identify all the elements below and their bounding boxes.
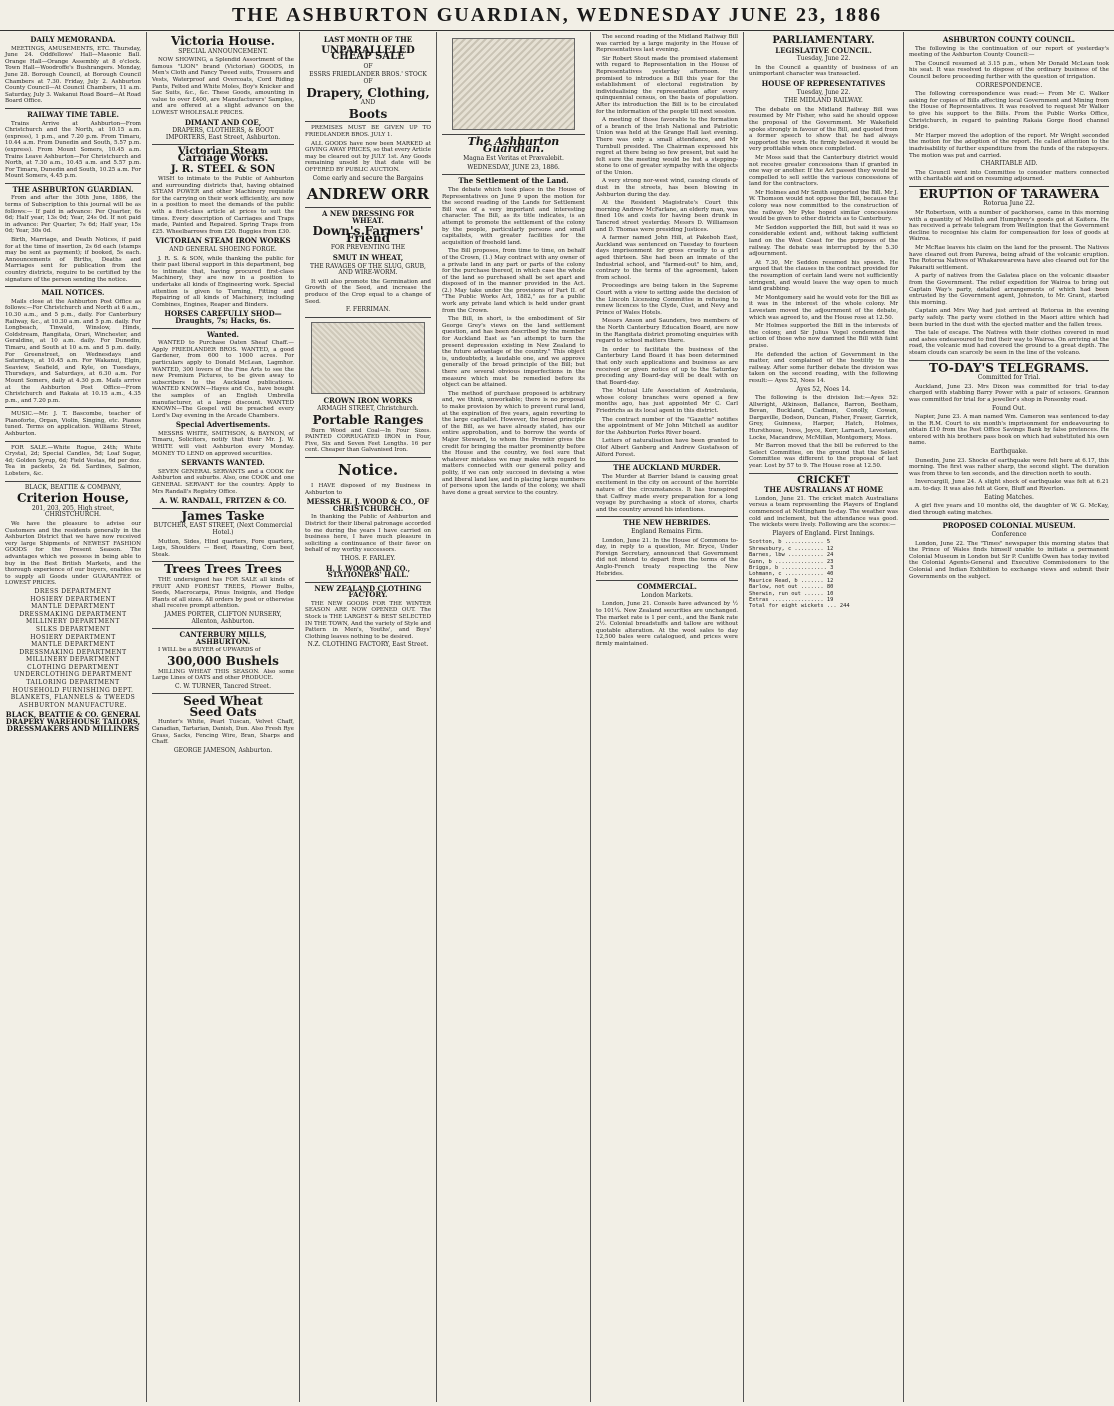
- music-ad: MUSIC.—Mr. J. T. Bascombe, teacher of Pianoforte, Organ, Violin, Singing, etc. Pianos tuned. Terms on application. Williams Street, Ashburton.: [5, 411, 141, 438]
- department-item: UNDERCLOTHING DEPARTMENT: [13, 671, 133, 679]
- bottle-engraving: [452, 38, 575, 130]
- score-row: Maurice Read, b ....... 12: [749, 577, 834, 584]
- department-item: HOUSEHOLD FURNISHING DEPT.: [12, 686, 134, 694]
- parl-p10: Mr Barron moved that the bill be referred to the Select Committee, on the ground that the Select Committee was different to the proposal of last year. Lost by 57 to 9. The House rose at 12.50.: [749, 443, 898, 470]
- correspondence-sub: CORRESPONDENCE.: [975, 81, 1043, 89]
- cricket-text: London, June 21. The cricket match Australians versus a team representing the Players of England commenced at Nottingham to-day. The weather was cold and inclement, but the attendance was good. The wickets were lively. Following are the scores:—: [749, 495, 898, 529]
- steel-text: WISH to intimate to the Public of Ashburton and surrounding districts that, having obtained STEAM POWER and other Machinery requisite for the carrying on their work efficiently, are now in a position to meet the demands of the public with a first-class article at prices to suit the times. Every description of Carriages and Traps made, Painted and Repaired. Spring Traps from £25. Wheelbarrows from £20. Buggies from £30.: [152, 176, 294, 235]
- score-row: Barlow, not out ....... 80: [749, 584, 834, 591]
- news-p7: Proceedings are being taken in the Supreme Court with a view to setting aside the decision of the Lincoln Licensing Committee in refusing to renew licences to the Clyde, Cust, and Nevy and Prince of Wales Hotels.: [596, 283, 738, 316]
- department-item: MILLINERY DEPARTMENT: [26, 618, 120, 626]
- score-row: Briggs, b .............. 3: [749, 565, 834, 571]
- editorial-p4: The method of purchase proposed is arbitrary and, we think, unworkable; there is no proposal to make provision by which to prevent rural land, at the expiration of five years, again reverting to the large capitalist. However, the broad principle of the Bill, as we have already stated, has our entire approbation, and to borrow the words of Major Steward, to whom the Premier gives the credit for bringing the matter prominently before the House and the country, we feel sure that whatever mistakes we may make with regard to matters connected with our general policy and polity, if we can only succeed in devising a wise and liberal land law, and in placing large numbers of persons upon the lands of the colony, we shall have done a great service to the country.: [442, 390, 585, 496]
- players-heading: Players of England. First Innings.: [772, 529, 875, 537]
- clothing-factory-heading: NEW ZEALAND CLOTHING FACTORY.: [314, 583, 422, 600]
- hebrides-text: London, June 21. In the House of Commons to-day, in reply to a question, Mr. Bryce, Under Foreign Secretary, announced that Government did not intend to depart from the terms of the Anglo-French treaty respecting the New Hebrides.: [596, 537, 738, 577]
- downs-heading: Down's Farmers' Friend: [312, 224, 424, 245]
- earthquake-sub: Earthquake.: [990, 448, 1028, 456]
- mail-text: Mails close at the Ashburton Post Office as follows:—For Christchurch and North at 6 a.m., 10.30 a.m., and 5 p.m., daily. For Canterbury Railway, &c., at 10.30 a.m. and 5 p.m. daily. For Longbeach, Tinwald, Winslow, Hinds, Coldstream, Rangitata, Orari, Winchester, and Geraldine, at 10 a.m. daily. For Dunedin, Timaru, and South at 10 a.m. and 5 p.m. daily. For Greenstreet, on Wednesdays and Saturdays, at 10.45 a.m. For Wakanui, Elgin, Seaview, Seafield, and Kyle, on Tuesdays, Thursdays, and Saturdays, at 6.30 a.m. For Mount Somers, daily at 4.30 p.m. Mails arrive at the Ashburton Post Office—From Christchurch and Rakaia at 10.15 a.m., 4.35 p.m., and 7.20 p.m.: [5, 298, 141, 404]
- friedlander-name: ESSRS FRIEDLANDER BROS.' STOCK OF: [309, 71, 427, 85]
- dimant-name: DIMANT AND COE,: [184, 117, 262, 127]
- cricket-heading: CRICKET: [797, 474, 850, 486]
- news-p2: Sir Robert Stout made the promised statement with regard to Representation in the House of Representatives yesterday afternoon. He promised to introduce a Bill this year for the establishment of electoral registration by individualising the representation after every quinquennial census, on the basis of population. After its introduction the Bill is to be circulated for the information of the people till next session.: [596, 55, 738, 115]
- department-item: BLANKETS, FLANNELS & TWEEDS: [10, 694, 136, 702]
- horses-line: HORSES CAREFULLY SHOD—Draughts, 7s; Hacks, 6s.: [164, 309, 282, 325]
- legislative-heading: LEGISLATIVE COUNCIL.: [775, 45, 872, 55]
- dimant-sub: DRAPERS, CLOTHIERS, & BOOT IMPORTERS, East Street, Ashburton.: [165, 127, 281, 141]
- parl-p8: He defended the action of Government in the matter, and complained of the hostility to the railway. After some further debate the division was taken on the second reading, with the following result:— Ayes 52, Noes 14.: [749, 351, 898, 384]
- score-row: Barnes, lbw ........... 24: [749, 552, 834, 559]
- dressing-heading: A NEW DRESSING FOR WHEAT.: [321, 209, 415, 225]
- notice-heading: Notice.: [337, 460, 399, 479]
- department-item: ASHBURTON MANUFACTURE.: [19, 701, 127, 709]
- score-row: Gunn, b ............... 23: [749, 558, 834, 565]
- sale-of: OF: [363, 62, 373, 70]
- score-row: Lohmann, c ............ 40: [749, 571, 834, 578]
- eruption-p9: Captain and Mrs Way had just arrived at Rotorua in the evening party safely. The party were clothed in the Maori attire which had been buried in the dust with the ejected matter and the fallen trees.: [909, 308, 1109, 328]
- bbc-footer: BLACK, BEATTIE & CO. GENERAL DRAPERY WAREHOUSE TAILORS, DRESSMAKERS AND MILLINERS: [5, 710, 141, 733]
- criterion-heading: Criterion House,: [16, 491, 130, 506]
- parl-p4: Mr Seddon supported the Bill, but said it was so considerable extent and, without taking sufficient land on the West Coast for the purposes of the railway. The debate was interrupted by the 5.30 adjournment.: [749, 224, 898, 258]
- iron-sub: AND GENERAL SHOEING FORGE.: [169, 246, 277, 254]
- masthead: THE ASHBURTON GUARDIAN, WEDNESDAY JUNE 23, 1886: [0, 0, 1114, 31]
- victoria-sub: SPECIAL ANNOUNCEMENT.: [178, 47, 268, 55]
- telegram-p12: Napier, June 23. A man named Wm. Cameron was sentenced to-day in the R.M. Court to six month's imprisonment for endeavouring to obtain £10 from the Post Office Savings Bank by false pretences. He entered with his brothers pass book on which had substituted his own name.: [909, 414, 1109, 447]
- department-item: MANTLE DEPARTMENT: [31, 603, 115, 611]
- meat-list: Mutton, Sides, Hind quarters, Fore quarters, Legs, Shoulders — Beef, Roasting, Corn beef, Steak.: [152, 538, 294, 558]
- steel-name: J. R. STEEL & SON: [170, 163, 276, 175]
- found-sub: Found Out.: [991, 404, 1027, 412]
- telegram-p16: London, June 22. The "Times" newspaper this morning states that the Prince of Wales finds himself unable to initiate a permanent Colonial Museum in London but Sir P. Cunliffe Owen has today invited the Colonial Agents-General and Executive Commissioners to the Colonial and Indian Exhibition to exchange views and submit their Governments on the subject.: [909, 540, 1109, 580]
- ferriman-signature: F. FERRIMAN.: [345, 306, 391, 314]
- eating-sub: Eating Matches.: [984, 493, 1034, 501]
- trees-signature: JAMES PORTER, CLIFTON NURSERY, Allenton, Ashburton.: [164, 610, 282, 625]
- wood-name: MESSRS H. J. WOOD & CO., OF CHRISTCHURCH.: [306, 497, 430, 513]
- downs-text: It will also promote the Germination and Growth of the Seed, and increase the produce of the Crop equal to a change of Seed.: [305, 278, 431, 305]
- eruption-p8: A party of natives from the Galatea place on the volcanic disaster from the Government. The relief expedition for Wairoa to bring out Captain Way's party, detailed arrangements of which had been entrusted by the Government agent, Johnston, to Mr. Grant, started this morning.: [909, 273, 1109, 306]
- mills-heading: CANTERBURY MILLS, ASHBURTON.: [179, 630, 267, 646]
- notice-text-2: In thanking the Public of Ashburton and District for their liberal patronage accorded to me during the years I have carried on business here, I have much pleasure in soliciting a continuance of their favor on behalf of my worthy successors.: [305, 514, 431, 554]
- eruption-heading: ERUPTION OF TARAWERA: [918, 186, 1100, 201]
- commercial-heading: COMMERCIAL.: [637, 582, 697, 592]
- seed-wheat-heading: Seed Wheat: [183, 694, 263, 709]
- column-7: [904, 32, 1114, 1402]
- bushels-heading: 300,000 Bushels: [167, 653, 279, 668]
- county-p3: The following correspondence was read:— From Mr C. Walker asking for copies of Bills affecting local Government and Mining from the House of Representatives. It was resolved to request Mr Walker to give his support to the Bills. From the Public Works Office, Christchurch, in regard to painting Rakaia Gorge flood channel bridge.: [909, 91, 1109, 131]
- column-4: [437, 32, 591, 1402]
- victoria-text: NOW SHOWING, a Splendid Assortment of the famous "LION" brand (Victorian) GOODS, in Men's Cloth and Fancy Tweed suits, Trousers and Vests, Waterproof and Overcoats, Cord Riding Pants, Felted and White Moles, Boy's Knicker and Sac Suits, &c., &c. These Goods, amounting in value to over £400, are Manufacturers' Samples, and are offered at a slight advance on the LOWEST WHOLESALE PRICES.: [152, 57, 294, 116]
- news-p9: In order to facilitate the business of the Canterbury Land Board it has been determined that only such applications and business as are received or given notice of up to the Saturday preceding any Board-day will be dealt with on that Board-day.: [596, 346, 738, 386]
- department-item: DRESS DEPARTMENT: [34, 587, 112, 595]
- column-6: [744, 32, 904, 1402]
- conference-sub: Conference: [991, 531, 1027, 538]
- murder-text: The Murder at Barrier Island is causing great excitement in the city on account of the horrible nature of the circumstances. It has transpired that Caffrey made every preparation for a long voyage by purchasing a stock of stores, charts and the country around his intentions.: [596, 473, 738, 513]
- crown-heading: CROWN IRON WORKS: [323, 395, 413, 405]
- criterion-address: 201, 203, 205, High street, CHRISTCHURCH.: [31, 504, 115, 519]
- news-p11: The contract number of the "Gazette" notifies the appointment of Mr John Mitchell as auditor for the Ashburton Forks River board.: [596, 416, 738, 436]
- ravages-line: THE RAVAGES OF THE SLUG, GRUB, AND WIRE-WORM.: [310, 262, 426, 277]
- stove-engraving: [311, 322, 425, 394]
- special-heading: Special Advertisements.: [175, 420, 271, 430]
- iron-text: J. R. S. & SON, while thanking the public for their past liberal support in this department, beg to intimate that, having procured first-class Machinery, they are now in a position to undertake all kinds of Engineering work. Special attention is given to Turning, Fitting and Repairing of all kinds of Machinery, including Combines, Engines, Reaper and Binders.: [152, 255, 294, 308]
- steam-heading: Victorian Steam Carriage Works.: [177, 146, 269, 164]
- score-row: Sherwin, run out ...... 10: [749, 590, 834, 597]
- score-total: Total for eight wickets ... 244: [749, 603, 850, 610]
- clothing-factory-footer: N.Z. CLOTHING FACTORY, East Street.: [307, 641, 429, 649]
- parl-p9: The following is the division list:—Ayes 52: Allwright, Atkinson, Ballance, Barron, Beetham, Bevan, Buckland, Cadman, Conolly, Cowan, Dargaville, Dodson, Duncan, Fisher, Fraser, Garrick, Grey, Guinness, Harper, Hatch, Holmes, Hursthouse, Ivess, Joyce, Kerr, Larnach, Levestam, Locke, Macandrew, McMillan, Montgomery, Moss.: [749, 395, 898, 441]
- parl-p5: At 7.30, Mr Seddon resumed his speech. He argued that the clauses in the contract provided for the resumption of certain land were not sufficiently stringent, and would leave the way open to much land grabbing.: [749, 259, 898, 293]
- special-text: MESSRS WHITE, SMITHSON, & BAYNON, of Timaru, Solicitors, notify that their Mr. J. W. WHITE will visit Ashburton every Monday. MONEY TO LEND on approved securities.: [152, 430, 294, 457]
- news-p10: The Mutual Life Association of Australasia, whose colony branches were opened a few months ago, has just appointed Mr C. Carl Friedrichs as its local agent in this district.: [596, 388, 738, 415]
- museum-heading: PROPOSED COLONIAL MUSEUM.: [942, 521, 1076, 531]
- notices-text: Birth, Marriage, and Death Notices, if paid for at the time of insertion, 2s 6d each (stamps may be sent as payment); if booked, 5s each. Announcements of Births, Deaths and Marriages sent for publication from the country districts, require to be certified by the signature of the person sending the notice.: [5, 237, 141, 283]
- news-p12: Letters of naturalisation have been granted to Olof Albert Ganberg and Andrew Gustafsson of Alford Forest.: [596, 438, 738, 458]
- eruption-p6: Mr Robertson, with a number of packhorses, came in this morning with a quantity of Mellish and Humphrey's goods got at Kaitera. He has received a private telegram from Wellington that the Government decline to recognise his claim for compensation for loss of goods at Wairoa.: [909, 210, 1109, 243]
- news-p4: A very strong nor-west wind, causing clouds of dust in the streets, has been blowing in Ashburton during the day.: [596, 178, 738, 198]
- score-row: Extras ................ 19: [749, 597, 834, 604]
- column-2: [147, 32, 300, 1402]
- trees-heading: Trees Trees Trees: [164, 562, 282, 577]
- editorial-date: WEDNESDAY, JUNE 23, 1886.: [467, 163, 560, 171]
- cricket-sub: THE AUSTRALIANS AT HOME: [764, 485, 883, 495]
- trees-text: THE undersigned has FOR SALE all kinds of FRUIT AND FOREST TREES, Flower Bulbs, Seeds, Macrocarpa, Pinus Insignis, and Hedge Plants of all sizes. All orders by post or otherwise shall receive prompt attention.: [152, 576, 294, 610]
- eruption-p7: Mr McRae leaves his claim on the land for the present. The Natives have cleared out from Parewa, being afraid of the volcanic eruption. The Rotorua Natives of Whakarewarewa have also cleared out for the Pakaraiti settlement.: [909, 245, 1109, 271]
- parl-p7: Mr Holmes supported the Bill in the interests of the colony, and Sir Julius Vogel condemned the action of those who now damned the Bill with faint praise.: [749, 323, 898, 349]
- guardian-title: The Ashburton Guardian.: [467, 135, 560, 155]
- murder-heading: THE AUCKLAND MURDER.: [613, 463, 721, 473]
- telegram-p14: Invercargill, June 24. A slight shock of earthquake was felt at 6.21 a.m. to-day. It was also felt at Gore, Bluff and Riverton.: [909, 479, 1109, 493]
- editorial-p2: The Bill proposes, from time to time, on behalf of the Crown, (1.) May contract with any owner of a private land in any part or parts of the colony for the purchase thereof, in which case the whole of the land so purchased shall be set apart and disposed of in the manner provided in the Act. (2.) May take under the provisions of Part II. of "The Public Works Act, 1882," as for a public work any private land which is held under grant from the Crown.: [442, 248, 585, 314]
- column-1: [0, 32, 147, 1402]
- guardian-terms-text: From and after the 30th June, 1886, the terms of Subscription to this journal will be as follows:— If paid in advance: Per Quarter, 6s 6d; Half year, 13s 0d; Year, 24s 0d. If not paid in advance: Per Quarter, 7s 6d; Half year, 15s 0d; Year, 30s 0d.: [5, 195, 141, 235]
- wanted-text: WANTED to Purchase Oaten Sheaf Chaff.—Apply FRIEDLANDER BROS. WANTED, a good Gardener, from 600 to 1000 acres. For particulars apply to Donald McLean, Lagmhor. WANTED, 300 lovers of the Fine Arts to see the new Premium Pictures, to be given away to subscribers to the Auckland publications. WANTED KNOWN—Hayes and Co., have bought the samples of an English Umbrella manufacturer, at a large discount. WANTED KNOWN—The Gospel will be preached every Lord's Day evening in the Arcade Chambers.: [152, 340, 294, 419]
- house-date: Tuesday, June 22.: [796, 88, 851, 96]
- telegram-p11: Auckland, June 23. Mrs Dixon was committed for trial to-day charged with stabbing Barry Power with a pair of scissors. Grannon was committed for trial for a jeweller's shop in Ponsonby road.: [909, 383, 1109, 403]
- turner-signature: C. W. TURNER, Tancred Street.: [175, 682, 271, 690]
- county-heading: ASHBURTON COUNTY COUNCIL.: [942, 35, 1076, 44]
- sale-intro: LAST MONTH OF THE: [323, 35, 413, 44]
- hebrides-sub: England Remains Firm.: [631, 527, 703, 535]
- settlement-heading: The Settlement of the Land.: [458, 176, 569, 186]
- jameson-signature: GEORGE JAMESON, Ashburton.: [173, 746, 273, 754]
- score-row: Shrewsbury, c ......... 12: [749, 545, 834, 552]
- ranges-heading: Portable Ranges: [312, 413, 424, 427]
- news-p5: At the Resident Magistrate's Court this morning Andrew McFarlane, an elderly man, was fined 10s and costs for having been drunk in Tancred street yesterday. Messrs D. Williamson and D. Thomas were presiding Justices.: [596, 200, 738, 233]
- county-p4: Mr Harper moved the adoption of the report. Mr Wright seconded the motion for the adoption of the report. He called attention to the inadvisability of further expenditure from the funds of the ratepayers. The motion was put and carried.: [909, 132, 1109, 159]
- parl-p6: Mr Montgomery said he would vote for the Bill as it was in the interest of the whole colony. Mr Levestam moved the adjournment of the debate, which was agreed to, and the House rose at 12.50.: [749, 294, 898, 321]
- parl-p3: Mr Holmes and Mr Smith supported the Bill. Mr J. W. Thomson would not oppose the Bill, because the colony was now committed to the construction of the railway. Mr Pyke hoped similar concessions would be given to other districts as to Canterbury.: [749, 189, 898, 223]
- mills-text-2: MILLING WHEAT THIS SEASON. Also some Large Lines of OATS and other PRODUCE.: [152, 668, 294, 682]
- department-item: TAILORING DEPARTMENT: [26, 679, 120, 687]
- hebrides-heading: THE NEW HEBRIDES.: [623, 518, 711, 528]
- mail-heading: MAIL NOTICES.: [41, 288, 105, 298]
- department-item: MILLINERY DEPARTMENT: [26, 656, 120, 664]
- seed-oats-heading: Seed Oats: [189, 704, 257, 719]
- department-item: CLOTHING DEPARTMENT: [27, 663, 119, 671]
- come-early: Come early and secure the Bargains: [312, 174, 424, 182]
- county-p1: The following is the continuation of our report of yesterday's meeting of the Ashburton County Council:—: [909, 45, 1109, 59]
- servants-heading: SERVANTS WANTED.: [181, 458, 265, 468]
- news-p3: A meeting of those favorable to the formation of a branch of the Irish National and Patriotic Union was held at the Grange Hall last evening. There was only a small attendance, and Mr Turnbull presided. The Chairman expressed his regret at there being so few present, but said he felt sure the meeting would be but a stepping-stone to one of greater sympathy with the objects of the Union.: [596, 117, 738, 176]
- committed-sub: Committed for Trial.: [977, 374, 1041, 382]
- house-heading: HOUSE OF REPRESENTATIVES: [761, 78, 886, 88]
- railway-text: Trains Arrive at Ashburton—From Christchurch and the North, at 10.15 a.m. (express), 1 p.m., and 7.20 p.m. From Timaru, 10.44 a.m. From Dunedin and South, 5.57 p.m. (express). From Mount Somers, 10.45 a.m. Trains Leave Ashburton—For Christchurch and North, at 7.30 a.m., 10.45 a.m. and 5.57 p.m. For Timaru, Dunedin and South, 10.25 a.m. For Mount Somers, 4.45 p.m.: [5, 120, 141, 180]
- smut-line: SMUT IN WHEAT,: [332, 253, 404, 263]
- column-5: [591, 32, 744, 1402]
- news-p8: Messrs Anson and Saunders, two members of the North Canterbury Education Board, are now in the Rangitata district promoting enquiries with regard to school matters there.: [596, 318, 738, 345]
- legislative-text: In the Council a quantity of business of an unimportant character was transacted.: [749, 64, 898, 78]
- seed-text: Hunter's White, Pearl Tuscan, Velvet Chaff, Canadian, Tartarian, Danish, Dun. Also Fresh Rye Grass, Sacks, Fencing Wire, Bran, Sharps and Chaff.: [152, 719, 294, 746]
- department-item: HOSIERY DEPARTMENT: [30, 633, 116, 641]
- iron-heading: VICTORIAN STEAM IRON WORKS: [155, 236, 291, 246]
- drapery-heading: Drapery, Clothing,: [306, 85, 430, 100]
- markets-text: London, June 21. Consols have advanced by ½ to 101¼. New Zealand securities are unchanged. The market rate is 1 per cent., and the Bank rate 2½. Colonial breadstuffs and tallow are without quotable alteration. At the wool sales to day 12,500 bales were catalogued, and prices were firmly maintained.: [596, 601, 738, 647]
- news-p1: The second reading of the Midland Railway Bill was carried by a large majority in the House of Representatives last evening.: [596, 34, 738, 54]
- tasker-sub: BUTCHER, EAST STREET, (Next Commercial Hotel.): [153, 522, 293, 536]
- department-item: MANTLE DEPARTMENT: [31, 641, 115, 649]
- and-line: AND: [360, 99, 376, 107]
- parliamentary-heading: PARLIAMENTARY.: [772, 35, 875, 46]
- editorial-p1: The debate which took place in the House of Representatives on June 9 upon the motion for the second reading of the Lands for Settlement Bill was of a very important and interesting character. The Bill, as its title indicates, is an attempt to promote the settlement of the colony by the people, particularly persons and small capitalists, with greater facilities for the acquisition of freehold land.: [442, 186, 585, 246]
- markets-sub: London Markets.: [641, 591, 693, 599]
- guardian-motto: Magna Est Veritas et Prævalebit.: [463, 155, 564, 163]
- county-p5: The Council went into Committee to consider matters connected with charitable aid and on resuming adjourned.: [909, 169, 1109, 183]
- farley-signature: THOS. F. FARLEY.: [340, 554, 396, 562]
- orr-heading: ANDREW ORR: [306, 185, 430, 204]
- boots-heading: Boots: [348, 106, 388, 121]
- servants-text: SEVEN GENERAL SERVANTS and a COOK for Ashburton and suburbs. Also, one COOK and one GENERAL SERVANT for the country. Apply to Mrs Randall's Registry Office.: [152, 468, 294, 495]
- department-item: HOSIERY DEPARTMENT: [30, 595, 116, 603]
- department-item: SILKS DEPARTMENT: [35, 625, 111, 633]
- telegram-p13: Dunedin, June 23. Shocks of earthquake were felt here at 6.17, this morning. The first was rather sharp, the second slight. The duration was from three to ten seconds, and the direction north to south.: [909, 457, 1109, 477]
- stationers-name: H. J. WOOD AND CO., STATIONERS' HALL.: [325, 563, 411, 580]
- ranges-text: Burn Wood and Coal—In Four Sizes. PAINTED CORRUGATED IRON in Four, Five, Six and Seven Feet Lengths. 16 per cent. Cheaper than Galvanised Iron.: [305, 427, 431, 454]
- goods-text: ALL GOODS have now been MARKED at GIVING AWAY PRICES, so that every Article may be cleared out by JULY 1st. Any Goods remaining unsold by that date will be OFFERED BY PUBLIC AUCTION.: [305, 140, 431, 173]
- clothing-factory-text: THE NEW GOODS FOR THE WINTER SEASON ARE NOW OPENED OUT. The Stock is THE LARGEST & BEST SELECTED IN THE TOWN, And the variety of Style and Pattern in Men's, Youths', and Boys' Clothing leaves nothing to be desired.: [305, 600, 431, 640]
- wanted-heading: Wanted.: [207, 329, 239, 339]
- division-result: Ayes 52, Noes 14.: [796, 385, 851, 393]
- railway-heading: RAILWAY TIME TABLE.: [27, 109, 119, 119]
- telegram-p15: A girl five years and 10 months old, the daughter of W. G. McKay, died through eating matches.: [909, 503, 1109, 516]
- score-row: Scotton, b ............ 5: [749, 539, 831, 546]
- parl-p2: Mr Moss said that the Canterbury district would not receive greater concessions than if granted in one way or another. If the Act passed they would be compelled to sell settle the various concessions of land for the contractors.: [749, 154, 898, 188]
- premises-text: PREMISES MUST BE GIVEN UP TO FRIEDLANDER BROS. JULY 1.: [305, 125, 431, 138]
- parl-p1: The debate on the Midland Railway Bill was resumed by Mr Fisher, who said he should oppose the proposal of the Government. Mr Wakefield spoke strongly in favour of the Bill, and quoted from a former speech to show that he had always supported the work. He firmly believed it would be very profitable when once completed.: [749, 106, 898, 153]
- armagh-address: ARMAGH STREET, Christchurch.: [317, 405, 419, 413]
- memoranda-heading: DAILY MEMORANDA.: [30, 35, 116, 44]
- legislative-date: Tuesday, June 22.: [796, 55, 851, 63]
- department-item: DRESSMAKING DEPARTMENT: [19, 610, 127, 618]
- mills-text: I WILL be a BUYER of UPWARDS of: [158, 647, 261, 654]
- fritzen-name: A. W. RANDALL, FRITZEN & CO.: [159, 496, 287, 506]
- score-list: [749, 539, 898, 603]
- news-p6: A farmer named John Hill, at Pakeboh East, Auckland was sentenced on Tuesday to fourteen days imprisonment for gross cruelty to a girl aged thirteen. She had been an inmate of the Industrial school, and "farmed-out" to him, and, contrary to the terms of the agreement, taken from school.: [596, 235, 738, 281]
- telegrams-heading: TO-DAY'S TELEGRAMS.: [929, 360, 1089, 375]
- tasker-heading: James Taske: [181, 508, 265, 523]
- eruption-p10: The tale of escape. The Natives with their clothes covered in mud and ashes endeavoured to find their way to Wairoa. On arriving at the road, the volcanic mud had covered the ground to a great depth. The steam clouds can scarcely be seen in the line of the volcano.: [909, 330, 1109, 356]
- guardian-terms-heading: THE ASHBURTON GUARDIAN.: [12, 184, 134, 194]
- department-list: [5, 589, 141, 710]
- editorial-p3: The Bill, in short, is the embodiment of Sir George Grey's views on the land settlement question, and has been described by the member for Auckland East as "an attempt to turn the present depression existing in New Zealand to the future advantage of the country." This object is, undoubtedly, a laudable one, and we approve generally of the broad principle of the Bill; but there are several obvious imperfections in the measure which must be remedied before its object can be attained.: [442, 316, 585, 389]
- notice-text: I HAVE disposed of my Business in Ashburton to: [305, 482, 431, 496]
- charitable-sub: CHARITABLE AID.: [980, 160, 1038, 168]
- preventing-line: FOR PREVENTING THE: [330, 244, 406, 252]
- bbc-line: BLACK, BEATTIE & COMPANY,: [24, 483, 122, 491]
- memoranda-text: MEETINGS, AMUSEMENTS, ETC. Thursday, June 24. Oddfellows' Hall—Masonic Ball. Orange Hall—Orange Assembly at 8 o'clock. Town Hall—Woodroffe's Bushrangers. Monday, June 28. Borough Council, at Borough Council Chambers at 7.30. Friday, July 2. Ashburton County Council—At Council Chambers, 11 a.m. Saturday, July 3. Wakanui Road Board—At Road Board Office.: [5, 45, 141, 105]
- victoria-heading: Victoria House.: [171, 34, 275, 48]
- eruption-date: Rotorua June 22.: [983, 200, 1035, 208]
- sale-ad: FOR SALE.—White Rogue, 24th; White Crystal, 2d; Special Candles, 5d; Loaf Sugar, 4d; Golden Syrup, 6d; Field Vestas, 6d per doz. Tea in packets, 2s 6d. Sardines, Salmon, Lobsters, &c.: [5, 444, 141, 478]
- midland-sub: THE MIDLAND RAILWAY.: [784, 97, 863, 105]
- column-3: [300, 32, 437, 1402]
- department-item: DRESSMAKING DEPARTMENT: [19, 648, 127, 656]
- bbc-text: We have the pleasure to advise our Customers and the residents generally in the Ashburton District that we have now received very large Shipments of NEWEST FASHION GOODS for the Present Season. The advantages which we possess in being able to buy in the Best British Markets, and the thorough experience of our buyers, enables us to supply all Goods under GUARANTEE of LOWEST PRICES.: [5, 521, 141, 587]
- sale-heading: UNPARALLELED CHEAP SALE: [321, 44, 415, 63]
- county-p2: The Council resumed at 3.15 p.m., when Mr Donald McLean took his seat. It was resolved to dispose of the ordinary business of the Council before proceeding further with the question of irrigation.: [909, 60, 1109, 80]
